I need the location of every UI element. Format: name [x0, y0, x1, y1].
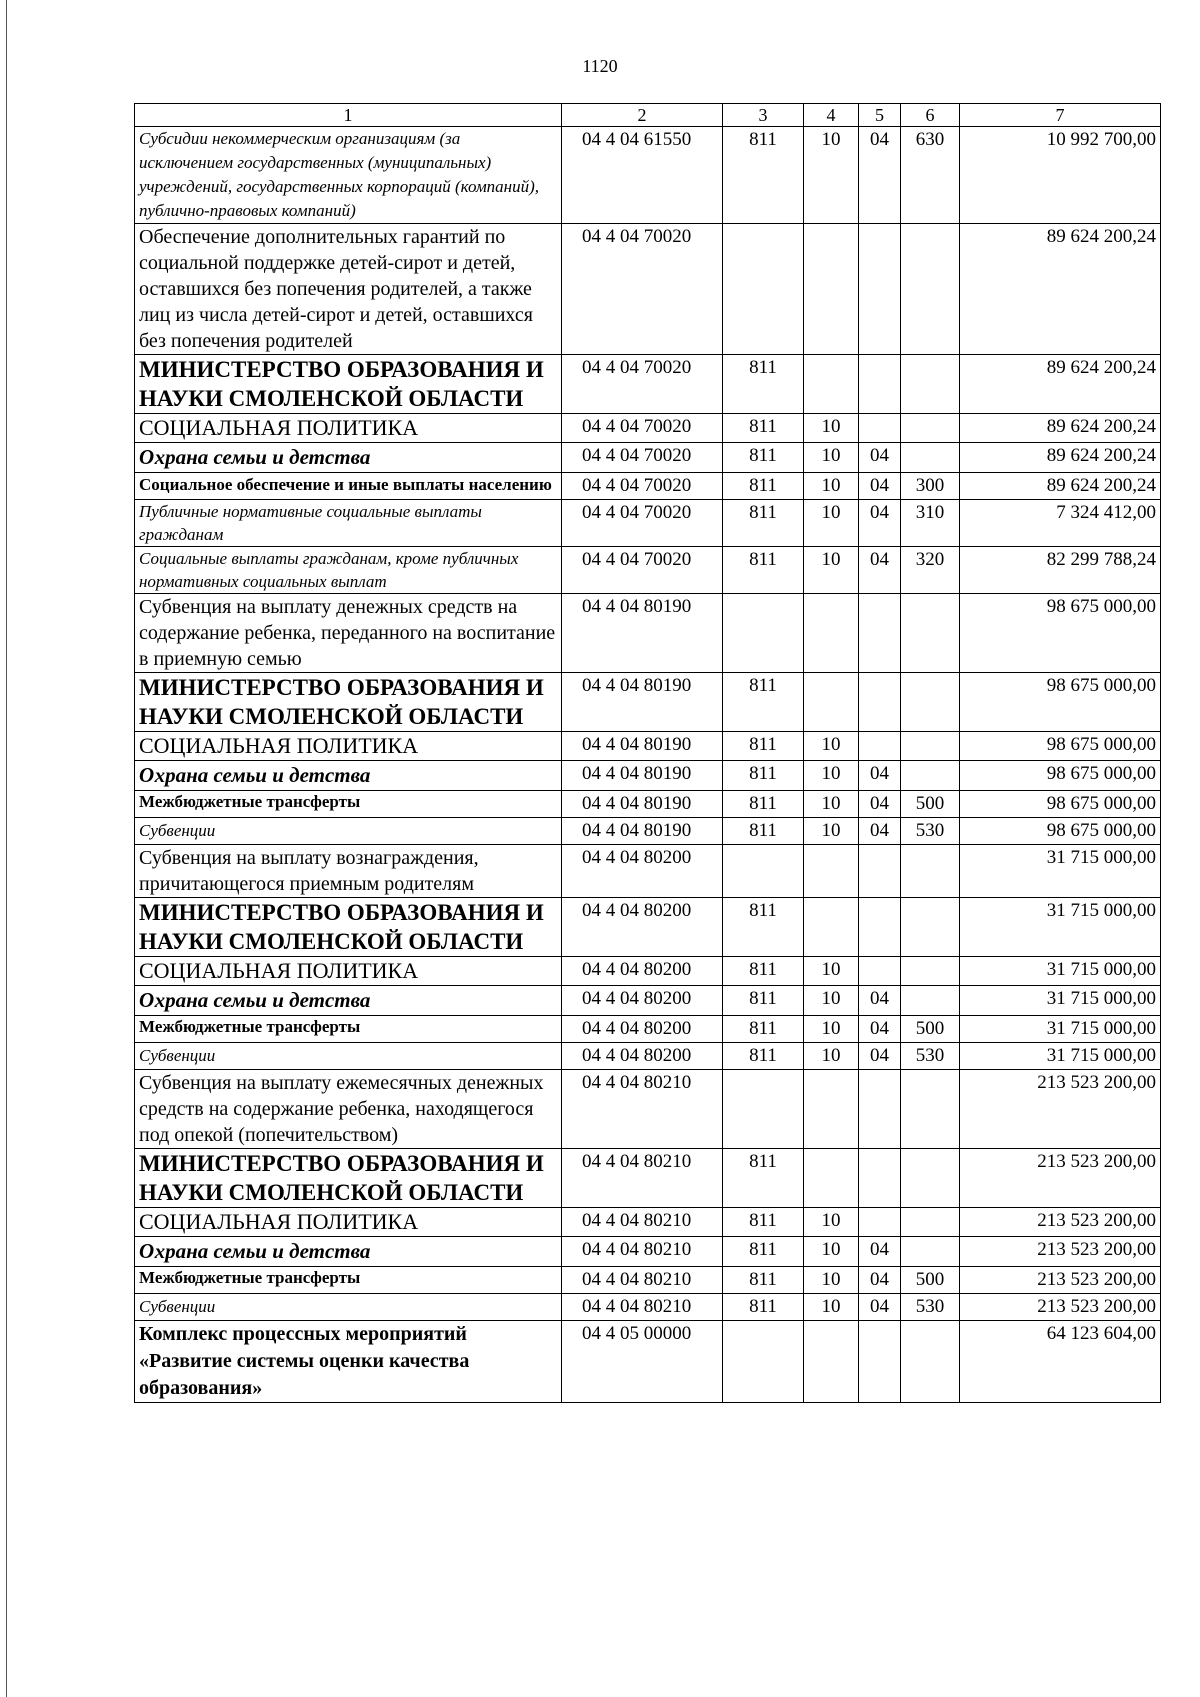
section-code-cell: 10 [804, 127, 859, 224]
target-code-cell: 04 4 04 80210 [562, 1237, 723, 1267]
table-row [135, 1294, 1161, 1321]
amount-cell: 31 715 000,00 [960, 1016, 1161, 1043]
expense-type-cell: 300 [901, 473, 960, 500]
section-code-cell [804, 845, 859, 898]
row-name-cell: СОЦИАЛЬНАЯ ПОЛИТИКА [135, 1208, 562, 1237]
amount-cell: 89 624 200,24 [960, 224, 1161, 355]
row-name-cell: Субвенция на выплату ежемесячных денежных средств на содержание ребенка, находящегося под опекой (попечительством) [135, 1070, 562, 1149]
department-code-cell: 811 [723, 818, 804, 845]
expense-type-cell [901, 957, 960, 986]
subsection-code-cell [859, 957, 901, 986]
expense-type-cell [901, 414, 960, 443]
amount-cell: 31 715 000,00 [960, 957, 1161, 986]
amount-cell: 213 523 200,00 [960, 1070, 1161, 1149]
budget-table [134, 103, 1161, 1403]
row-name-cell: Субвенция на выплату денежных средств на содержание ребенка, переданного на воспитание в приемную семью [135, 594, 562, 673]
table-row [135, 761, 1161, 791]
section-code-cell: 10 [804, 1294, 859, 1321]
section-code-cell [804, 594, 859, 673]
expense-type-cell [901, 898, 960, 957]
amount-cell: 213 523 200,00 [960, 1237, 1161, 1267]
table-row [135, 500, 1161, 547]
subsection-code-cell [859, 1208, 901, 1237]
department-code-cell: 811 [723, 1016, 804, 1043]
subsection-code-cell [859, 594, 901, 673]
target-code-cell: 04 4 04 80200 [562, 898, 723, 957]
table-row [135, 1149, 1161, 1208]
target-code-cell: 04 4 04 80210 [562, 1267, 723, 1294]
expense-type-cell: 530 [901, 1294, 960, 1321]
expense-type-cell: 500 [901, 791, 960, 818]
target-code-cell: 04 4 04 80210 [562, 1208, 723, 1237]
amount-cell: 98 675 000,00 [960, 791, 1161, 818]
target-code-cell: 04 4 04 80210 [562, 1149, 723, 1208]
target-code-cell: 04 4 04 70020 [562, 414, 723, 443]
row-name-cell: Публичные нормативные социальные выплаты гражданам [135, 500, 562, 547]
row-name-cell: Социальное обеспечение и иные выплаты населению [135, 473, 562, 500]
section-code-cell: 10 [804, 1043, 859, 1070]
section-code-cell: 10 [804, 957, 859, 986]
section-code-cell [804, 898, 859, 957]
expense-type-cell [901, 673, 960, 732]
row-name-cell: Межбюджетные трансферты [135, 1016, 562, 1043]
subsection-code-cell [859, 1321, 901, 1403]
row-name-cell: Субвенции [135, 818, 562, 845]
department-code-cell: 811 [723, 547, 804, 594]
section-code-cell: 10 [804, 1208, 859, 1237]
department-code-cell [723, 594, 804, 673]
department-code-cell: 811 [723, 473, 804, 500]
expense-type-cell: 530 [901, 1043, 960, 1070]
department-code-cell: 811 [723, 500, 804, 547]
table-header-row [135, 104, 1161, 127]
table-row [135, 673, 1161, 732]
subsection-code-cell: 04 [859, 818, 901, 845]
subsection-code-cell: 04 [859, 127, 901, 224]
target-code-cell: 04 4 04 70020 [562, 473, 723, 500]
row-name-cell: Обеспечение дополнительных гарантий по социальной поддержке детей-сирот и детей, оставшихся без попечения родителей, а также лиц из числа детей-сирот и детей, оставшихся без попечения родителей [135, 224, 562, 355]
table-row [135, 594, 1161, 673]
section-code-cell [804, 224, 859, 355]
amount-cell: 89 624 200,24 [960, 443, 1161, 473]
target-code-cell: 04 4 04 80200 [562, 1043, 723, 1070]
department-code-cell [723, 224, 804, 355]
expense-type-cell [901, 1208, 960, 1237]
target-code-cell: 04 4 04 80190 [562, 791, 723, 818]
row-name-cell: Охрана семьи и детства [135, 443, 562, 473]
section-code-cell: 10 [804, 761, 859, 791]
row-name-cell: Охрана семьи и детства [135, 986, 562, 1016]
amount-cell: 98 675 000,00 [960, 594, 1161, 673]
amount-cell: 98 675 000,00 [960, 818, 1161, 845]
column-header: 5 [859, 104, 901, 127]
row-name-cell: Субвенция на выплату вознаграждения, причитающегося приемным родителям [135, 845, 562, 898]
expense-type-cell: 500 [901, 1016, 960, 1043]
target-code-cell: 04 4 04 80190 [562, 673, 723, 732]
target-code-cell: 04 4 04 80190 [562, 732, 723, 761]
section-code-cell: 10 [804, 791, 859, 818]
subsection-code-cell [859, 845, 901, 898]
row-name-cell: СОЦИАЛЬНАЯ ПОЛИТИКА [135, 414, 562, 443]
table-row [135, 1237, 1161, 1267]
subsection-code-cell [859, 355, 901, 414]
expense-type-cell [901, 845, 960, 898]
section-code-cell: 10 [804, 1237, 859, 1267]
amount-cell: 89 624 200,24 [960, 473, 1161, 500]
department-code-cell: 811 [723, 1208, 804, 1237]
section-code-cell: 10 [804, 414, 859, 443]
amount-cell: 64 123 604,00 [960, 1321, 1161, 1403]
row-name-cell: Охрана семьи и детства [135, 761, 562, 791]
amount-cell: 31 715 000,00 [960, 845, 1161, 898]
column-header: 3 [723, 104, 804, 127]
department-code-cell: 811 [723, 1267, 804, 1294]
section-code-cell [804, 1149, 859, 1208]
expense-type-cell [901, 1149, 960, 1208]
row-name-cell: Межбюджетные трансферты [135, 791, 562, 818]
expense-type-cell [901, 1321, 960, 1403]
department-code-cell: 811 [723, 355, 804, 414]
amount-cell: 89 624 200,24 [960, 414, 1161, 443]
target-code-cell: 04 4 04 80210 [562, 1294, 723, 1321]
subsection-code-cell: 04 [859, 986, 901, 1016]
target-code-cell: 04 4 04 80210 [562, 1070, 723, 1149]
table-row [135, 1016, 1161, 1043]
table-row [135, 127, 1161, 224]
subsection-code-cell: 04 [859, 1016, 901, 1043]
subsection-code-cell: 04 [859, 1267, 901, 1294]
column-header: 2 [562, 104, 723, 127]
row-name-cell: Социальные выплаты гражданам, кроме публичных нормативных социальных выплат [135, 547, 562, 594]
department-code-cell [723, 845, 804, 898]
row-name-cell: СОЦИАЛЬНАЯ ПОЛИТИКА [135, 732, 562, 761]
target-code-cell: 04 4 04 70020 [562, 547, 723, 594]
row-name-cell: Субвенции [135, 1043, 562, 1070]
subsection-code-cell: 04 [859, 547, 901, 594]
section-code-cell: 10 [804, 818, 859, 845]
expense-type-cell: 530 [901, 818, 960, 845]
amount-cell: 98 675 000,00 [960, 732, 1161, 761]
amount-cell: 10 992 700,00 [960, 127, 1161, 224]
expense-type-cell [901, 986, 960, 1016]
table-row [135, 791, 1161, 818]
amount-cell: 31 715 000,00 [960, 1043, 1161, 1070]
subsection-code-cell [859, 898, 901, 957]
amount-cell: 7 324 412,00 [960, 500, 1161, 547]
expense-type-cell: 500 [901, 1267, 960, 1294]
department-code-cell: 811 [723, 673, 804, 732]
subsection-code-cell [859, 224, 901, 355]
column-header: 7 [960, 104, 1161, 127]
amount-cell: 213 523 200,00 [960, 1294, 1161, 1321]
department-code-cell: 811 [723, 1043, 804, 1070]
row-name-cell: СОЦИАЛЬНАЯ ПОЛИТИКА [135, 957, 562, 986]
table-row [135, 224, 1161, 355]
expense-type-cell: 310 [901, 500, 960, 547]
table-row [135, 1070, 1161, 1149]
subsection-code-cell: 04 [859, 1237, 901, 1267]
table-row [135, 986, 1161, 1016]
amount-cell: 31 715 000,00 [960, 898, 1161, 957]
amount-cell: 98 675 000,00 [960, 673, 1161, 732]
section-code-cell: 10 [804, 732, 859, 761]
target-code-cell: 04 4 04 80200 [562, 957, 723, 986]
department-code-cell: 811 [723, 791, 804, 818]
subsection-code-cell [859, 414, 901, 443]
section-code-cell: 10 [804, 986, 859, 1016]
expense-type-cell [901, 224, 960, 355]
table-row [135, 732, 1161, 761]
expense-type-cell [901, 594, 960, 673]
target-code-cell: 04 4 04 70020 [562, 224, 723, 355]
table-row [135, 355, 1161, 414]
amount-cell: 89 624 200,24 [960, 355, 1161, 414]
target-code-cell: 04 4 04 61550 [562, 127, 723, 224]
department-code-cell: 811 [723, 1294, 804, 1321]
column-header: 6 [901, 104, 960, 127]
section-code-cell: 10 [804, 500, 859, 547]
department-code-cell [723, 1070, 804, 1149]
row-name-cell: Субсидии некоммерческим организациям (за исключением государственных (муниципальных) учреждений, государственных корпораций (компаний), публично-правовых компаний) [135, 127, 562, 224]
table-row [135, 414, 1161, 443]
page-number: 1120 [582, 56, 618, 76]
column-header: 4 [804, 104, 859, 127]
subsection-code-cell: 04 [859, 443, 901, 473]
department-code-cell: 811 [723, 414, 804, 443]
section-code-cell [804, 1070, 859, 1149]
table-row [135, 1208, 1161, 1237]
department-code-cell: 811 [723, 898, 804, 957]
department-code-cell: 811 [723, 443, 804, 473]
subsection-code-cell: 04 [859, 791, 901, 818]
expense-type-cell: 320 [901, 547, 960, 594]
target-code-cell: 04 4 04 70020 [562, 443, 723, 473]
section-code-cell: 10 [804, 1267, 859, 1294]
target-code-cell: 04 4 04 80190 [562, 594, 723, 673]
target-code-cell: 04 4 04 80200 [562, 986, 723, 1016]
target-code-cell: 04 4 04 70020 [562, 500, 723, 547]
table-row [135, 1043, 1161, 1070]
expense-type-cell [901, 761, 960, 791]
subsection-code-cell: 04 [859, 473, 901, 500]
expense-type-cell [901, 732, 960, 761]
table-row [135, 818, 1161, 845]
expense-type-cell [901, 443, 960, 473]
amount-cell: 98 675 000,00 [960, 761, 1161, 791]
department-code-cell: 811 [723, 986, 804, 1016]
amount-cell: 213 523 200,00 [960, 1267, 1161, 1294]
amount-cell: 31 715 000,00 [960, 986, 1161, 1016]
table-row [135, 1267, 1161, 1294]
row-name-cell: Субвенции [135, 1294, 562, 1321]
expense-type-cell: 630 [901, 127, 960, 224]
table-row [135, 957, 1161, 986]
table-row [135, 845, 1161, 898]
subsection-code-cell [859, 1070, 901, 1149]
row-name-cell: Охрана семьи и детства [135, 1237, 562, 1267]
expense-type-cell [901, 1237, 960, 1267]
department-code-cell: 811 [723, 732, 804, 761]
table-row [135, 547, 1161, 594]
target-code-cell: 04 4 04 80190 [562, 761, 723, 791]
target-code-cell: 04 4 04 80200 [562, 845, 723, 898]
target-code-cell: 04 4 04 70020 [562, 355, 723, 414]
subsection-code-cell [859, 1149, 901, 1208]
expense-type-cell [901, 1070, 960, 1149]
section-code-cell [804, 1321, 859, 1403]
subsection-code-cell: 04 [859, 1294, 901, 1321]
row-name-cell: МИНИСТЕРСТВО ОБРАЗОВАНИЯ И НАУКИ СМОЛЕНСКОЙ ОБЛАСТИ [135, 673, 562, 732]
section-code-cell [804, 355, 859, 414]
subsection-code-cell: 04 [859, 500, 901, 547]
amount-cell: 213 523 200,00 [960, 1149, 1161, 1208]
column-header: 1 [135, 104, 562, 127]
amount-cell: 213 523 200,00 [960, 1208, 1161, 1237]
row-name-cell: Комплекс процессных мероприятий «Развитие системы оценки качества образования» [135, 1321, 562, 1403]
row-name-cell: Межбюджетные трансферты [135, 1267, 562, 1294]
subsection-code-cell [859, 673, 901, 732]
subsection-code-cell: 04 [859, 761, 901, 791]
section-code-cell: 10 [804, 547, 859, 594]
subsection-code-cell: 04 [859, 1043, 901, 1070]
amount-cell: 82 299 788,24 [960, 547, 1161, 594]
subsection-code-cell [859, 732, 901, 761]
department-code-cell [723, 1321, 804, 1403]
section-code-cell: 10 [804, 443, 859, 473]
table-row [135, 1321, 1161, 1403]
expense-type-cell [901, 355, 960, 414]
target-code-cell: 04 4 04 80200 [562, 1016, 723, 1043]
department-code-cell: 811 [723, 1237, 804, 1267]
section-code-cell: 10 [804, 473, 859, 500]
section-code-cell: 10 [804, 1016, 859, 1043]
row-name-cell: МИНИСТЕРСТВО ОБРАЗОВАНИЯ И НАУКИ СМОЛЕНСКОЙ ОБЛАСТИ [135, 898, 562, 957]
department-code-cell: 811 [723, 957, 804, 986]
section-code-cell [804, 673, 859, 732]
target-code-cell: 04 4 05 00000 [562, 1321, 723, 1403]
page-edge-line [6, 0, 7, 1697]
row-name-cell: МИНИСТЕРСТВО ОБРАЗОВАНИЯ И НАУКИ СМОЛЕНСКОЙ ОБЛАСТИ [135, 1149, 562, 1208]
department-code-cell: 811 [723, 127, 804, 224]
target-code-cell: 04 4 04 80190 [562, 818, 723, 845]
row-name-cell: МИНИСТЕРСТВО ОБРАЗОВАНИЯ И НАУКИ СМОЛЕНСКОЙ ОБЛАСТИ [135, 355, 562, 414]
department-code-cell: 811 [723, 1149, 804, 1208]
department-code-cell: 811 [723, 761, 804, 791]
table-row [135, 898, 1161, 957]
table-row [135, 473, 1161, 500]
table-row [135, 443, 1161, 473]
